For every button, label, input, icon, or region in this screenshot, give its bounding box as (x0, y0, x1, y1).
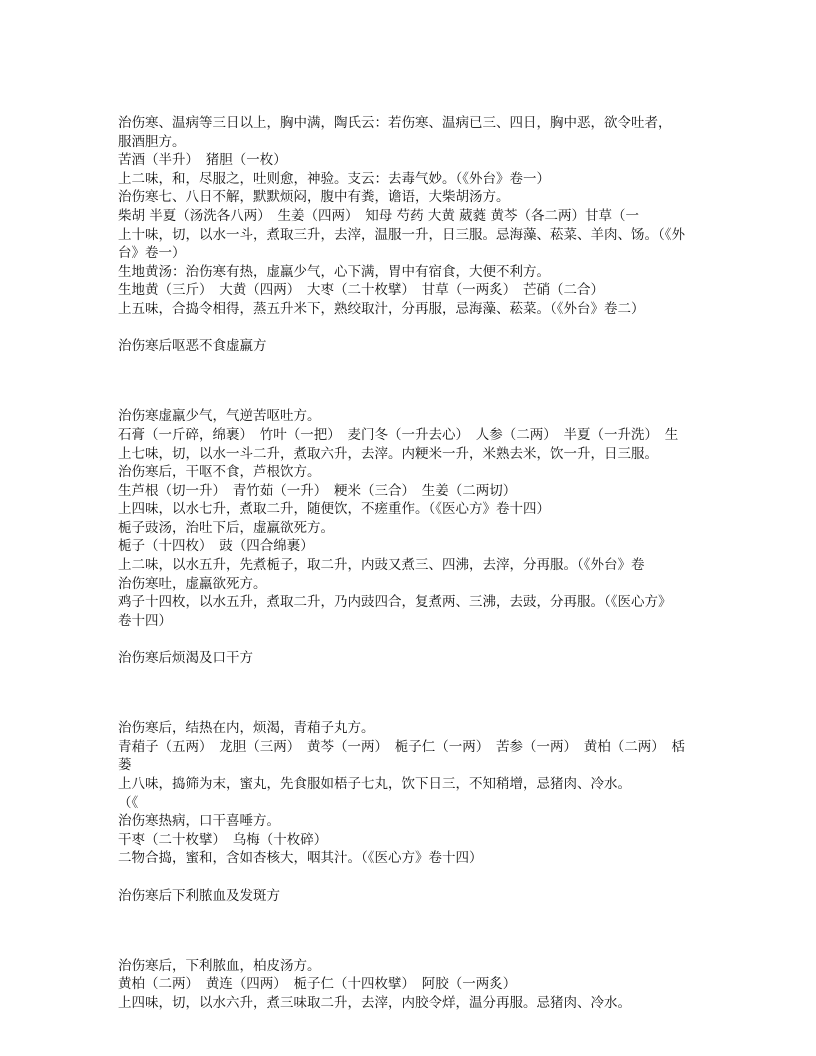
text-line: 上四味，切，以水六升，煮三味取二升，去滓，内胶令烊，温分再服。忌猪肉、冷水。 (118, 994, 631, 1011)
text-line: 生芦根（切一升） 青竹茹（一升） 粳米（三合） 生姜（二两切） (118, 482, 517, 499)
text-line: 上二味，以水五升，先煮栀子，取二升，内豉又煮三、四沸，去滓，分再服。（《外台》卷 (118, 557, 645, 574)
text-line: 上八味，捣筛为末，蜜丸，先食服如梧子七丸，饮下日三，不知稍增，忌猪肉、冷水。 (118, 776, 631, 792)
text-line: 上二味，和，尽服之，吐则愈，神验。支云：去毒气妙。（《外台》卷一） (118, 170, 550, 187)
spacer (118, 374, 708, 407)
text-line: 生地黄汤：治伤寒有热，虚羸少气，心下满，胃中有宿食，大便不利方。 (118, 263, 550, 280)
text-line: 栀子（十四枚） 豉（四合绵裹） (118, 538, 314, 555)
text-line: 服酒胆方。 (118, 133, 186, 150)
text-line: 栀子豉汤，治吐下后，虚羸欲死方。 (118, 519, 334, 536)
text-line: 苦酒（半升） 猪胆（一枚） (118, 152, 287, 169)
text-line: 治伤寒七、八日不解，默默烦闷，腹中有粪，谵语，大柴胡汤方。 (118, 189, 510, 206)
text-line: 上十味，切，以水一斗，煮取三升，去滓，温服一升，日三服。忌海藻、菘菜、羊肉、饧。（《外 (118, 226, 685, 243)
section-3 (118, 649, 708, 868)
section-heading: 治伤寒后烦渴及口干方 (118, 650, 253, 667)
text-line: （《 (118, 794, 139, 811)
text-line: 上四味，以水七升，煮取二升，随便饮，不瘥重作。（《医心方》卷十四） (118, 501, 550, 518)
text-line: 治伤寒后，结热在内，烦渴，青葙子丸方。 (118, 720, 375, 737)
text-line: 鸡子十四枚，以水五升，煮取二升，乃内豉四合，复煮两、三沸，去豉，分再服。（《医心方》 (118, 594, 672, 611)
text-line: 治伤寒吐，虚羸欲死方。 (118, 575, 267, 592)
section-4 (118, 887, 708, 1013)
text-line: 治伤寒热病，口干喜唾方。 (118, 813, 280, 830)
spacer (118, 924, 708, 957)
section-2 (118, 337, 708, 630)
text-line: 生地黄（三斤） 大黄（四两） 大枣（二十枚擘） 甘草（一两炙） 芒硝（二合） (118, 282, 604, 299)
spacer (118, 630, 708, 649)
text-line: 卷十四） (118, 612, 172, 629)
text-line: 治伤寒、温病等三日以上，胸中满，陶氏云：若伤寒、温病已三、四日，胸中恶，欲令吐者， (118, 115, 672, 131)
spacer (118, 319, 708, 338)
spacer (118, 686, 708, 719)
text-line: 治伤寒后，干呕不食，芦根饮方。 (118, 464, 321, 481)
text-line: 石膏（一斤碎，绵裹） 竹叶（一把） 麦门冬（一升去心） 人参（二两） 半夏（一升洗） 生 (118, 426, 679, 443)
spacer (118, 905, 708, 924)
text-line: 柴胡 半夏（汤洗各八两） 生姜（四两） 知母 芍药 大黄 葳蕤 黄芩（各二两）甘草（一 (118, 207, 639, 224)
section-1 (118, 114, 708, 319)
text-line: 台》卷一） (118, 245, 186, 262)
text-line: 二物合捣，蜜和，含如杏核大，咽其汁。（《医心方》卷十四） (118, 850, 483, 867)
section-heading: 治伤寒后呕恶不食虚羸方 (118, 338, 267, 355)
spacer (118, 868, 708, 887)
document-page (118, 114, 708, 1013)
text-line: 蒌 (118, 757, 132, 774)
spacer (118, 668, 708, 687)
text-line: 上七味，切，以水一斗二升，煮取六升，去滓。内粳米一升，米熟去米，饮一升，日三服。 (118, 445, 658, 462)
section-heading: 治伤寒后下利脓血及发斑方 (118, 887, 280, 904)
spacer (118, 356, 708, 375)
text-line: 青葙子（五两） 龙胆（三两） 黄芩（一两） 栀子仁（一两） 苦参（一两） 黄柏（二两） 栝 (118, 738, 685, 755)
text-line: 干枣（二十枚擘） 乌梅（十枚碎） (118, 831, 328, 848)
text-line: 上五味，合捣令相得，蒸五升米下，熟绞取汁，分再服，忌海藻、菘菜。（《外台》卷二） (118, 300, 645, 317)
text-line: 治伤寒后，下利脓血，柏皮汤方。 (118, 957, 321, 974)
text-line: 治伤寒虚羸少气，气逆苦呕吐方。 (118, 408, 321, 425)
text-line: 黄柏（二两） 黄连（四两） 栀子仁（十四枚擘） 阿胶（一两炙） (118, 976, 517, 993)
